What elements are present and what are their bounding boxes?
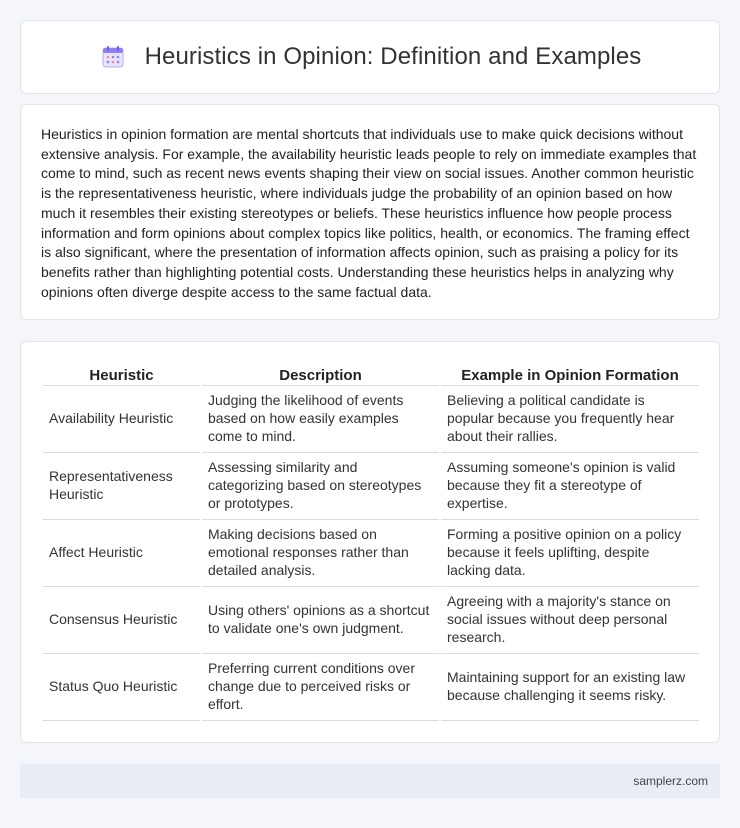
table-row [43, 654, 699, 721]
heuristic-cell: Affect Heuristic [43, 520, 200, 587]
description-cell: Judging the likelihood of events based on how easily examples come to mind. [202, 386, 439, 453]
heuristic-cell: Consensus Heuristic [43, 587, 200, 654]
example-cell: Forming a positive opinion on a policy because it feels uplifting, despite lacking data. [441, 520, 699, 587]
intro-card [20, 104, 720, 320]
title-card [20, 20, 720, 94]
table-row [43, 587, 699, 654]
page-title: Heuristics in Opinion: Definition and Examples [144, 43, 642, 70]
example-cell: Believing a political candidate is popular because you frequently hear about their rallies. [441, 386, 699, 453]
table-row [43, 520, 699, 587]
heuristic-cell: Representativeness Heuristic [43, 453, 200, 520]
table-card [20, 341, 720, 743]
column-header-example: Example in Opinion Formation [441, 362, 699, 386]
table-row [43, 386, 699, 453]
description-cell: Making decisions based on emotional responses rather than detailed analysis. [202, 520, 439, 587]
description-cell: Assessing similarity and categorizing based on stereotypes or prototypes. [202, 453, 439, 520]
heuristic-cell: Availability Heuristic [43, 386, 200, 453]
description-cell: Preferring current conditions over change due to perceived risks or effort. [202, 654, 439, 721]
calendar-icon [99, 43, 127, 71]
heuristics-table [41, 362, 701, 721]
footer-bar [20, 764, 720, 798]
example-cell: Assuming someone's opinion is valid because they fit a stereotype of expertise. [441, 453, 699, 520]
column-header-description: Description [202, 362, 439, 386]
table-header-row [43, 362, 699, 386]
description-cell: Using others' opinions as a shortcut to validate one's own judgment. [202, 587, 439, 654]
column-header-heuristic: Heuristic [43, 362, 200, 386]
intro-paragraph: Heuristics in opinion formation are mental shortcuts that individuals use to make quick decisions without extensive analysis. For example, the availability heuristic leads people to rely on immediate examples that come to mind, such as recent news events shaping their view on social issues. Another common heuristic is the representativeness heuristic, where individuals judge the probability of an opinion based on how much it resembles their existing stereotypes or beliefs. These heuristics influence how people process information and form opinions about complex topics like politics, health, or economics. The framing effect is also significant, where the presentation of information affects opinion, such as praising a policy for its benefits rather than highlighting potential costs. Understanding these heuristics helps in analyzing why opinions often diverge despite access to the same factual data. [41, 126, 697, 300]
heuristic-cell: Status Quo Heuristic [43, 654, 200, 721]
example-cell: Maintaining support for an existing law because challenging it seems risky. [441, 654, 699, 721]
example-cell: Agreeing with a majority's stance on social issues without deep personal research. [441, 587, 699, 654]
table-row [43, 453, 699, 520]
footer-site-link[interactable]: samplerz.com [633, 774, 708, 788]
